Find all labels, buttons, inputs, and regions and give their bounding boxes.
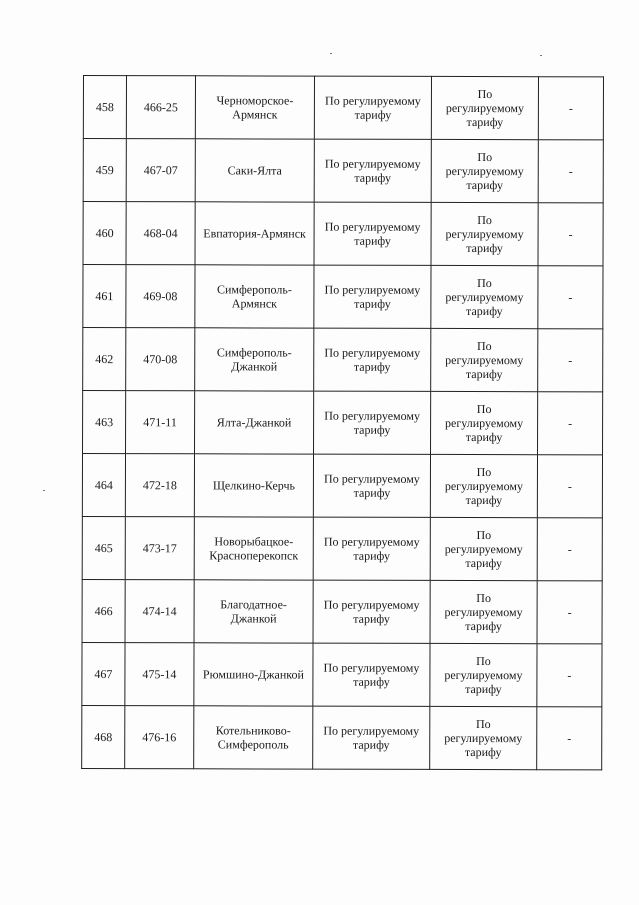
tariff-a-cell	[313, 643, 430, 706]
route-name: Котельниково- Симферополь	[215, 723, 291, 752]
row-number-cell	[83, 76, 126, 139]
extra-cell	[538, 77, 603, 140]
extra-dash: -	[567, 731, 572, 746]
table-row	[83, 76, 603, 140]
row-number-cell	[83, 391, 126, 454]
extra-cell	[537, 455, 602, 518]
tariff-b-cell	[431, 139, 538, 202]
route-code-cell	[126, 328, 195, 391]
route-code-cell	[125, 580, 194, 643]
tariff-b-cell	[431, 265, 538, 328]
tariff-b-cell	[431, 76, 538, 139]
route-name-cell	[194, 706, 313, 769]
tariff-a-text: По регулируемому тарифу	[324, 471, 420, 500]
tariff-a-text: По регулируемому тарифу	[324, 408, 421, 437]
tariff-b-cell	[431, 202, 538, 265]
tariff-b-cell	[431, 328, 538, 391]
row-number-cell	[83, 265, 126, 328]
route-code: 475-14	[142, 667, 177, 682]
tariff-b-text: По регулируемому тарифу	[444, 465, 523, 508]
extra-cell	[538, 140, 603, 203]
route-name: Рюмшино-Джанкой	[202, 667, 304, 682]
table-row	[82, 579, 602, 643]
extra-dash: -	[567, 668, 572, 683]
tariff-b-cell	[431, 391, 538, 454]
row-number-cell	[82, 454, 125, 517]
tariff-a-cell	[314, 391, 431, 454]
tariff-a-cell	[313, 580, 430, 643]
route-name: Новорыбацкое- Красноперекопск	[209, 534, 299, 563]
route-name: Саки-Ялта	[227, 163, 282, 178]
tariff-b-cell	[430, 706, 537, 769]
route-name: Щелкино-Керчь	[212, 478, 296, 493]
table-row	[83, 391, 603, 455]
tariff-b-text: По регулируемому тарифу	[445, 339, 524, 382]
route-name-cell	[195, 202, 314, 265]
route-code: 476-16	[142, 730, 177, 745]
row-number: 466	[94, 604, 113, 619]
extra-dash: -	[568, 101, 573, 116]
tariff-a-text: По регулируемому тарифу	[324, 345, 421, 374]
extra-cell	[537, 644, 602, 707]
tariff-b-text: По регулируемому тарифу	[445, 150, 524, 193]
row-number-cell	[82, 642, 125, 705]
row-number: 465	[94, 541, 113, 556]
extra-dash: -	[568, 227, 573, 242]
route-code: 472-18	[142, 478, 177, 493]
tariff-a-text: По регулируемому тарифу	[324, 282, 421, 311]
route-code: 468-04	[143, 226, 178, 241]
route-name-cell	[195, 328, 314, 391]
table-row	[82, 516, 602, 580]
route-code: 466-25	[143, 100, 178, 115]
route-code-cell	[125, 643, 194, 706]
extra-dash: -	[567, 542, 572, 557]
table-row	[82, 454, 602, 518]
route-name: Симферополь- Армянск	[216, 282, 292, 311]
row-number: 460	[95, 226, 114, 241]
tariff-b-cell	[430, 580, 537, 643]
route-code-cell	[126, 265, 195, 328]
row-number-cell	[82, 516, 125, 579]
route-code-cell	[125, 454, 194, 517]
row-number: 462	[95, 352, 114, 367]
tariff-a-cell	[313, 454, 430, 517]
extra-dash: -	[567, 479, 572, 494]
tariff-a-cell	[313, 706, 430, 769]
extra-dash: -	[568, 164, 573, 179]
tariff-b-text: По регулируемому тарифу	[445, 213, 524, 256]
tariff-a-cell	[314, 139, 431, 202]
route-code-cell	[125, 706, 194, 769]
route-code-cell	[126, 202, 195, 265]
route-code: 467-07	[143, 163, 178, 178]
tariff-b-text: По регулируемому тарифу	[444, 591, 523, 634]
route-name-cell	[194, 454, 313, 517]
row-number: 459	[95, 163, 114, 178]
table-row	[82, 642, 602, 706]
tariff-a-text: По регулируемому тарифу	[325, 93, 421, 122]
tariff-a-text: По регулируемому тарифу	[323, 534, 420, 563]
tariff-a-text: По регулируемому тарифу	[323, 660, 420, 689]
route-name: Благодатное- Джанкой	[220, 597, 287, 626]
tariff-a-cell	[314, 202, 431, 265]
tariff-b-text: По регулируемому тарифу	[445, 87, 524, 130]
route-code: 471-11	[143, 415, 177, 430]
route-code: 470-08	[143, 352, 178, 367]
row-number: 468	[94, 730, 113, 745]
tariff-b-text: По регулируемому тарифу	[445, 402, 524, 445]
extra-dash: -	[568, 353, 573, 368]
route-name-cell	[195, 391, 314, 454]
tariff-b-cell	[430, 517, 537, 580]
extra-cell	[537, 707, 602, 770]
table-row	[83, 139, 603, 203]
route-name-cell	[195, 139, 314, 202]
tariff-a-text: По регулируемому тарифу	[324, 156, 421, 185]
row-number-cell	[82, 705, 125, 768]
extra-cell	[538, 266, 603, 329]
tariff-a-cell	[314, 265, 431, 328]
scan-speck	[330, 53, 332, 54]
extra-cell	[538, 329, 603, 392]
route-code-cell	[126, 391, 195, 454]
extra-cell	[537, 581, 602, 644]
route-name: Евпатория-Армянск	[203, 226, 306, 241]
tariff-b-text: По регулируемому тарифу	[445, 276, 524, 319]
row-number-cell	[83, 139, 126, 202]
route-name-cell	[195, 76, 314, 139]
route-name: Черноморское- Армянск	[216, 93, 294, 122]
table-row	[83, 328, 603, 392]
extra-cell	[538, 392, 603, 455]
route-code: 474-14	[142, 604, 177, 619]
route-name: Симферополь- Джанкой	[216, 345, 292, 374]
row-number: 461	[95, 289, 114, 304]
row-number: 463	[95, 415, 114, 430]
extra-cell	[537, 518, 602, 581]
route-code-cell	[126, 76, 195, 139]
route-code: 469-08	[143, 289, 178, 304]
row-number: 464	[94, 478, 113, 493]
tariff-a-cell	[314, 328, 431, 391]
route-name-cell	[195, 265, 314, 328]
tariff-a-cell	[313, 517, 430, 580]
tariff-b-text: По регулируемому тарифу	[444, 654, 523, 697]
tariff-b-text: По регулируемому тарифу	[444, 528, 523, 571]
scan-speck	[540, 55, 542, 56]
route-name-cell	[194, 643, 313, 706]
route-code-cell	[125, 517, 194, 580]
tariff-a-text: По регулируемому тарифу	[323, 723, 420, 752]
route-code-cell	[126, 139, 195, 202]
extra-cell	[538, 203, 603, 266]
row-number: 458	[95, 100, 114, 115]
tariff-b-cell	[430, 643, 537, 706]
extra-dash: -	[568, 290, 573, 305]
route-name-cell	[194, 517, 313, 580]
tariff-a-cell	[314, 76, 431, 139]
row-number-cell	[83, 202, 126, 265]
table-row	[82, 705, 602, 769]
table-row	[83, 202, 603, 266]
row-number-cell	[82, 579, 125, 642]
tariff-a-text: По регулируемому тарифу	[324, 219, 421, 248]
row-number-cell	[83, 328, 126, 391]
table-body	[82, 76, 604, 770]
route-name-cell	[194, 580, 313, 643]
table-row	[83, 265, 603, 329]
scan-speck	[43, 490, 45, 491]
row-number: 467	[94, 667, 113, 682]
extra-dash: -	[567, 605, 572, 620]
tariff-b-text: По регулируемому тарифу	[444, 717, 523, 760]
route-name: Ялта-Джанкой	[216, 415, 292, 430]
route-tariff-table	[81, 75, 604, 770]
extra-dash: -	[568, 416, 573, 431]
route-code: 473-17	[142, 541, 177, 556]
tariff-a-text: По регулируемому тарифу	[323, 597, 420, 626]
tariff-b-cell	[430, 454, 537, 517]
